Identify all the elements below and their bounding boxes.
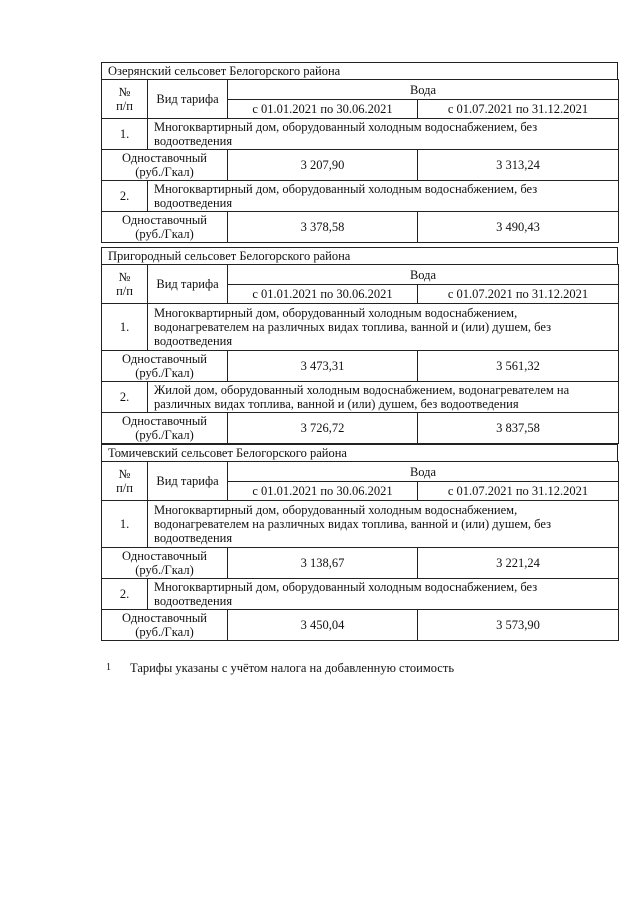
price-row [102, 212, 619, 243]
description-line: Многоквартирный дом, оборудованный холодным водоснабжением, без [154, 120, 538, 134]
tariff-table [101, 264, 619, 444]
header-num: № [118, 467, 131, 481]
header-period-2: с 01.07.2021 по 31.12.2021 [418, 285, 619, 304]
rate-label-unit: (руб./Гкал) [135, 227, 194, 241]
footnote [106, 661, 454, 676]
price-period-1: 3 450,04 [228, 610, 418, 641]
header-num-cell [102, 462, 148, 501]
header-num: № [118, 85, 131, 99]
header-period-1: с 01.01.2021 по 30.06.2021 [228, 482, 418, 501]
header-tariff-type: Вид тарифа [148, 80, 228, 119]
section-title: Томичевский сельсовет Белогорского района [101, 444, 618, 461]
rate-label-unit: (руб./Гкал) [135, 563, 194, 577]
description-line: Многоквартирный дом, оборудованный холодным водоснабжением, без [154, 580, 538, 594]
header-period-1: с 01.01.2021 по 30.06.2021 [228, 100, 418, 119]
table-row [102, 579, 619, 610]
section-title: Озерянский сельсовет Белогорского района [101, 62, 618, 79]
row-description [148, 579, 619, 610]
description-line: различных видах топлива, ванной и (или) душем, без водоотведения [154, 397, 519, 411]
table-row [102, 382, 619, 413]
rate-label-unit: (руб./Гкал) [135, 428, 194, 442]
row-number: 1. [102, 501, 148, 548]
row-description [148, 119, 619, 150]
description-line: водоотведения [154, 594, 233, 608]
price-period-1: 3 726,72 [228, 413, 418, 444]
tariff-table [101, 79, 619, 243]
tariff-section [101, 62, 618, 243]
row-number: 2. [102, 382, 148, 413]
rate-label [102, 610, 228, 641]
price-row [102, 548, 619, 579]
description-line: водонагревателем на различных видах топлива, ванной и (или) душем, без [154, 517, 552, 531]
rate-label [102, 150, 228, 181]
price-period-1: 3 378,58 [228, 212, 418, 243]
rate-label [102, 413, 228, 444]
price-row [102, 150, 619, 181]
footnote-text: Тарифы указаны с учётом налога на добавленную стоимость [130, 661, 455, 675]
header-period-2: с 01.07.2021 по 31.12.2021 [418, 482, 619, 501]
price-period-2: 3 561,32 [418, 351, 619, 382]
price-period-2: 3 573,90 [418, 610, 619, 641]
rate-label-line: Одноставочный [122, 352, 207, 366]
price-period-1: 3 473,31 [228, 351, 418, 382]
header-water: Вода [228, 80, 619, 100]
header-tariff-type: Вид тарифа [148, 265, 228, 304]
table-row [102, 501, 619, 548]
header-row [102, 265, 619, 285]
row-description [148, 501, 619, 548]
price-period-2: 3 221,24 [418, 548, 619, 579]
rate-label-line: Одноставочный [122, 151, 207, 165]
row-number: 1. [102, 304, 148, 351]
header-row [102, 462, 619, 482]
header-num: № [118, 270, 131, 284]
row-number: 2. [102, 181, 148, 212]
description-line: водоотведения [154, 196, 233, 210]
rate-label-unit: (руб./Гкал) [135, 625, 194, 639]
price-row [102, 413, 619, 444]
rate-label-line: Одноставочный [122, 549, 207, 563]
rate-label-line: Одноставочный [122, 414, 207, 428]
description-line: Многоквартирный дом, оборудованный холодным водоснабжением, [154, 503, 518, 517]
header-num-sub: п/п [116, 481, 133, 495]
row-description [148, 382, 619, 413]
row-number: 2. [102, 579, 148, 610]
price-row [102, 610, 619, 641]
rate-label [102, 351, 228, 382]
rate-label-line: Одноставочный [122, 611, 207, 625]
header-row [102, 80, 619, 100]
price-row [102, 351, 619, 382]
price-period-2: 3 313,24 [418, 150, 619, 181]
header-water: Вода [228, 265, 619, 285]
row-description [148, 181, 619, 212]
description-line: Жилой дом, оборудованный холодным водоснабжением, водонагревателем на [154, 383, 570, 397]
footnote-mark: 1 [106, 662, 111, 673]
price-period-2: 3 490,43 [418, 212, 619, 243]
row-number: 1. [102, 119, 148, 150]
header-num-sub: п/п [116, 99, 133, 113]
row-description [148, 304, 619, 351]
description-line: водоотведения [154, 134, 233, 148]
header-tariff-type: Вид тарифа [148, 462, 228, 501]
description-line: водонагревателем на различных видах топлива, ванной и (или) душем, без [154, 320, 552, 334]
price-period-1: 3 138,67 [228, 548, 418, 579]
rate-label-line: Одноставочный [122, 213, 207, 227]
tariff-section [101, 444, 618, 641]
price-period-2: 3 837,58 [418, 413, 619, 444]
rate-label [102, 548, 228, 579]
table-row [102, 119, 619, 150]
price-period-1: 3 207,90 [228, 150, 418, 181]
section-title: Пригородный сельсовет Белогорского района [101, 247, 618, 264]
description-line: водоотведения [154, 531, 233, 545]
description-line: Многоквартирный дом, оборудованный холодным водоснабжением, [154, 306, 518, 320]
header-period-1: с 01.01.2021 по 30.06.2021 [228, 285, 418, 304]
description-line: водоотведения [154, 334, 233, 348]
header-num-sub: п/п [116, 284, 133, 298]
header-num-cell [102, 265, 148, 304]
rate-label-unit: (руб./Гкал) [135, 366, 194, 380]
description-line: Многоквартирный дом, оборудованный холодным водоснабжением, без [154, 182, 538, 196]
table-row [102, 304, 619, 351]
header-period-2: с 01.07.2021 по 31.12.2021 [418, 100, 619, 119]
table-row [102, 181, 619, 212]
tariff-section [101, 247, 618, 444]
tariff-table [101, 461, 619, 641]
rate-label-unit: (руб./Гкал) [135, 165, 194, 179]
rate-label [102, 212, 228, 243]
header-water: Вода [228, 462, 619, 482]
header-num-cell [102, 80, 148, 119]
